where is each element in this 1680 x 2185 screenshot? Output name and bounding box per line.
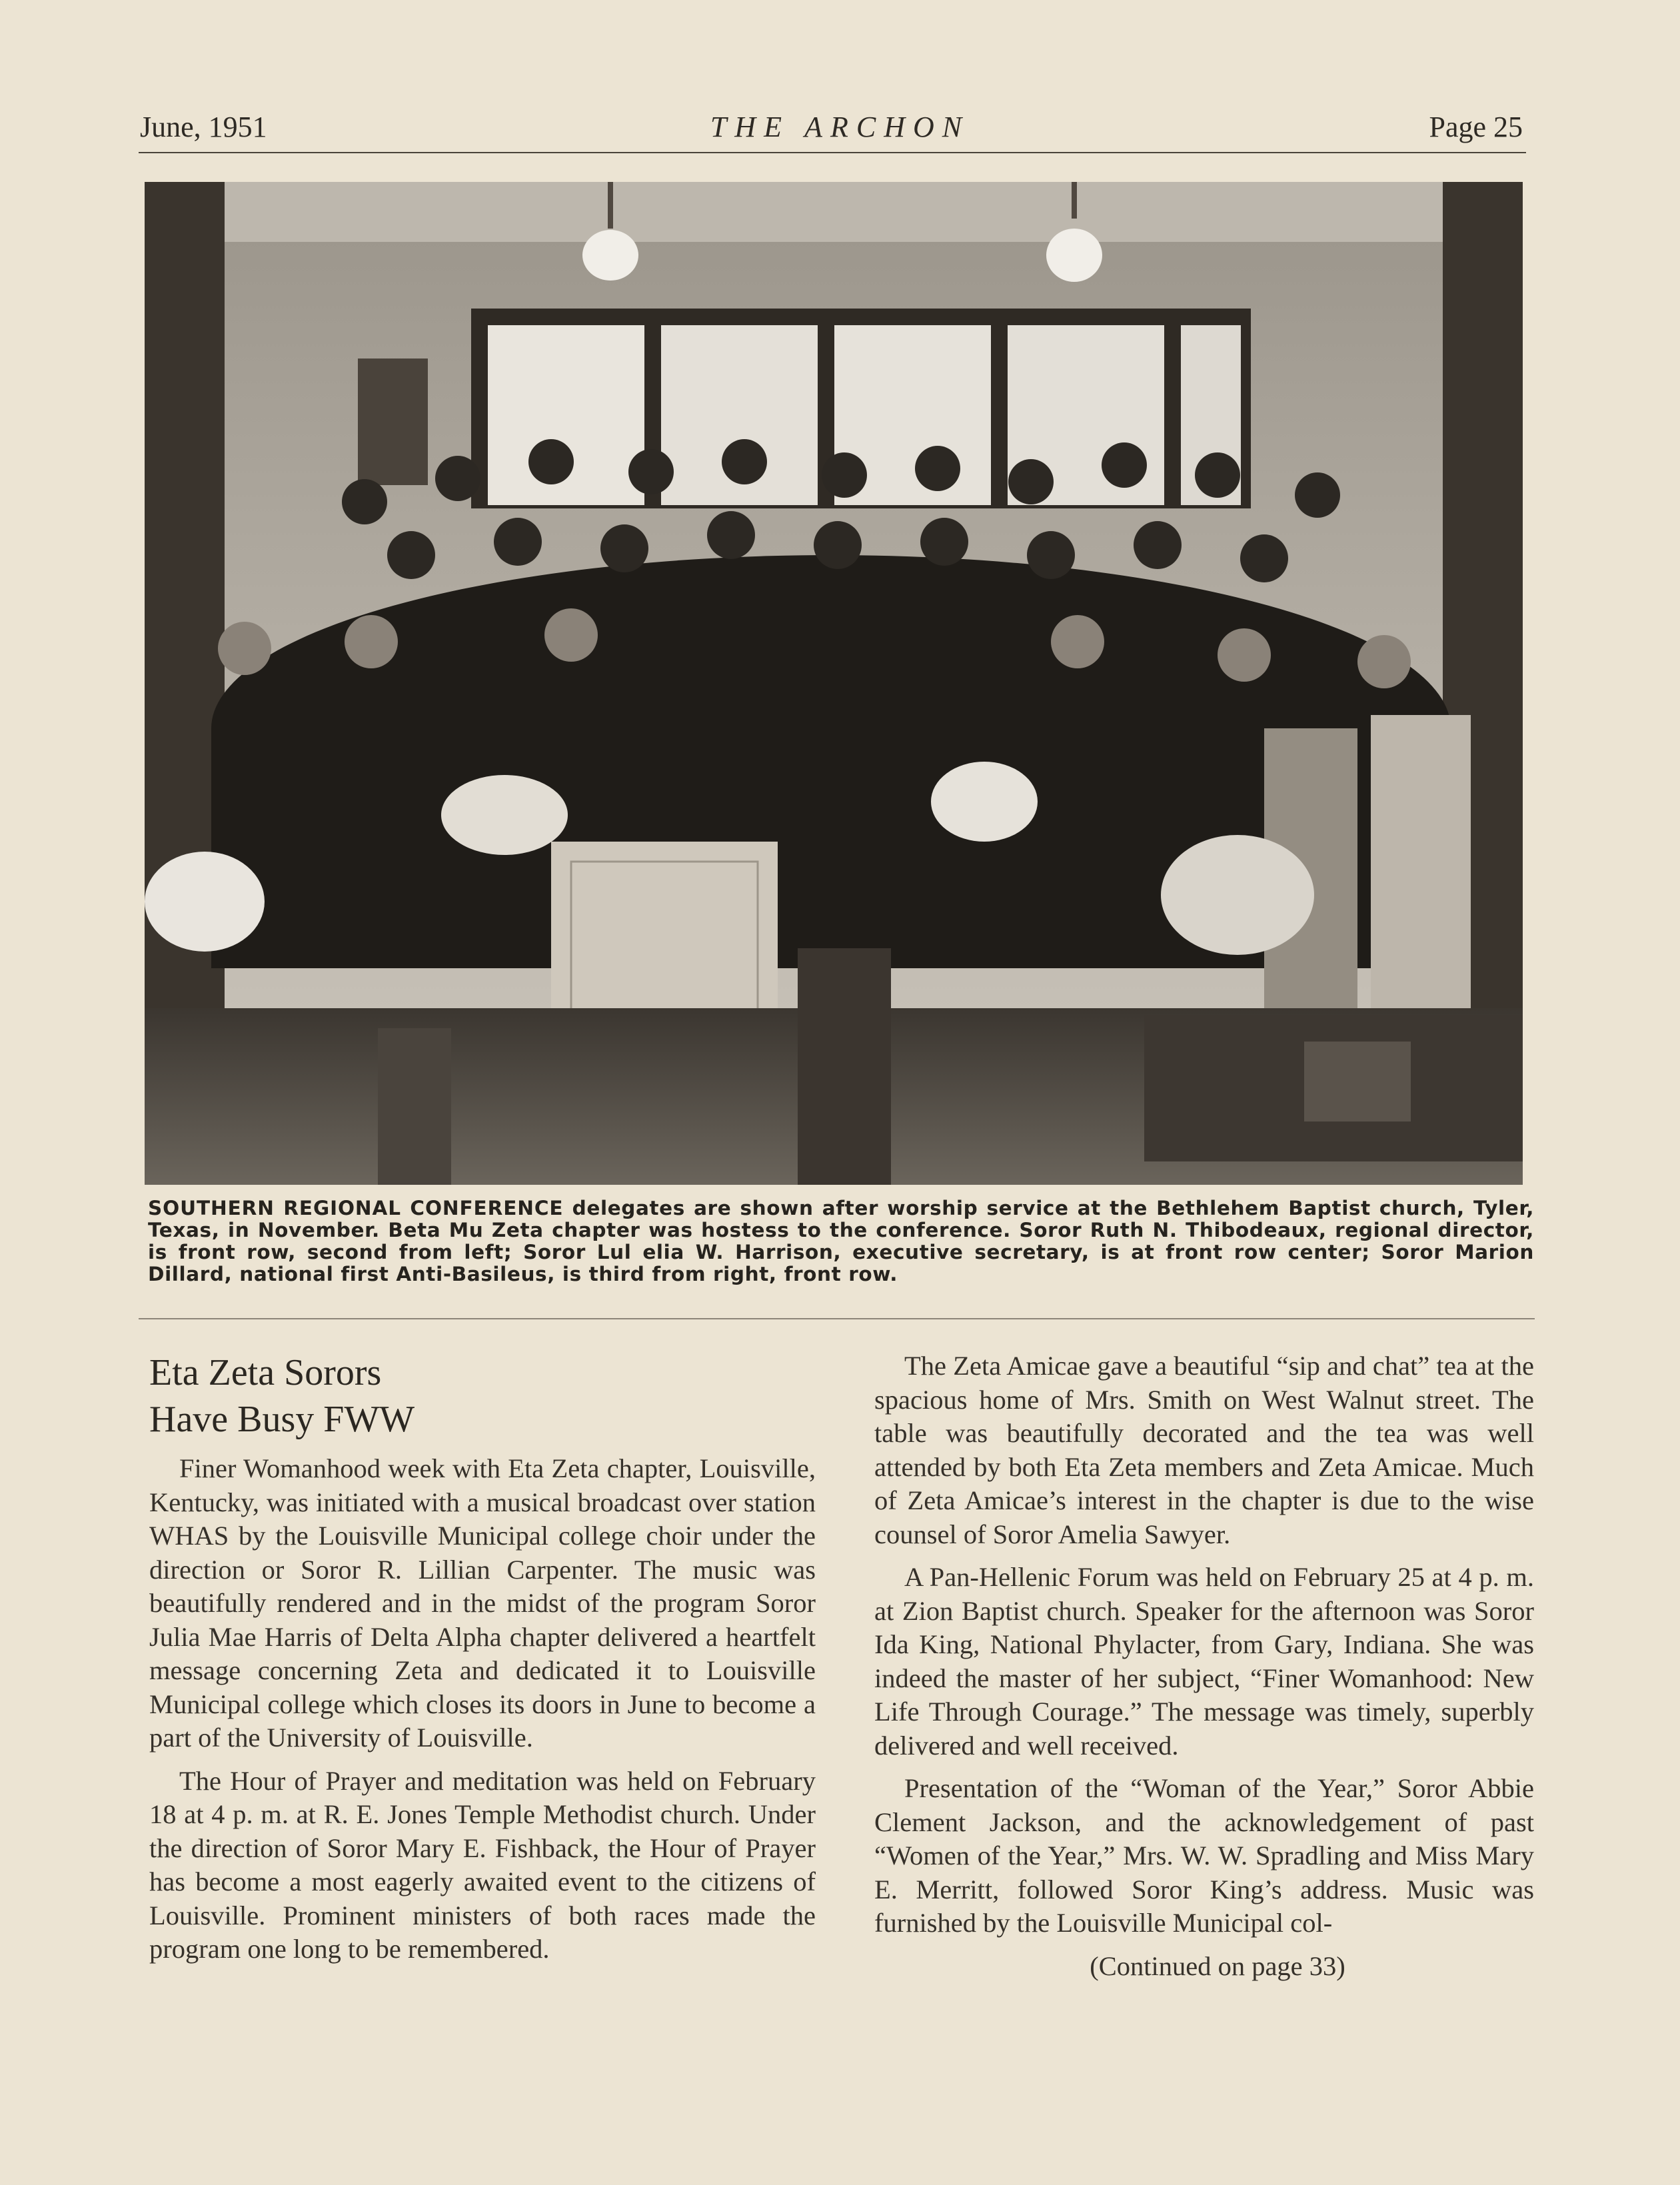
group-photograph-icon xyxy=(145,182,1523,1185)
article-column-left xyxy=(149,1349,816,1976)
caption-lead: SOUTHERN REGIONAL CONFERENCE xyxy=(148,1197,564,1219)
caption-text: delegates are shown after worship service at the Bethlehem Baptist church, Tyler, Texas, in November. Beta Mu Zeta chapter was hostess to the conference. Soror Ruth N. Thibodeaux, regional director, is front row, second from left; Soror Lul elia W. Harrison, executive secretary, is at front row center; Soror Marion Dillard, national first Anti-Basileus, is third from right, front row. xyxy=(148,1197,1534,1285)
group-photograph xyxy=(145,182,1523,1185)
headline-line-2: Have Busy FWW xyxy=(149,1399,415,1440)
header-rule xyxy=(139,152,1526,153)
article-headline xyxy=(149,1349,816,1443)
photo-caption xyxy=(148,1197,1534,1285)
publication-title: THE ARCHON xyxy=(710,111,970,143)
article-paragraph: A Pan-Hellenic Forum was held on February 25 at 4 p. m. at Zion Baptist church. Speaker for the afternoon was Soror Ida King, National Phylacter, from Gary, Indiana. She was indeed the master of her subject, “Finer Womanhood: New Life Through Courage.” The message was timely, superbly delivered and well received. xyxy=(874,1562,1534,1761)
article-paragraph: The Zeta Amicae gave a beautiful “sip and chat” tea at the spacious home of Mrs. Smith on West Walnut street. The table was beautifully decorated and the tea was well attended by both Eta Zeta members and Zeta Amicae. Much of Zeta Amicae’s interest in the chapter is due to the wise counsel of Soror Amelia Sawyer. xyxy=(874,1351,1534,1549)
continued-note: (Continued on page 33) xyxy=(1090,1950,1345,1981)
article-paragraph: Presentation of the “Woman of the Year,” Soror Abbie Clement Jackson, and the acknowledgement of past “Women of the Year,” Mrs. W. W. Spradling and Miss Mary E. Merritt, followed Soror King’s address. Music was furnished by the Louisville Municipal col- xyxy=(874,1773,1534,1938)
section-rule xyxy=(139,1318,1535,1319)
page-number: Page 25 xyxy=(1429,111,1523,143)
article-paragraph: Finer Womanhood week with Eta Zeta chapter, Louisville, Kentucky, was initiated with a musical broadcast over station WHAS by the Louisville Municipal college choir under the direction or Soror R. Lillian Carpenter. The music was beautifully rendered and in the midst of the program Soror Julia Mae Harris of Delta Alpha chapter delivered a heartfelt message concerning Zeta and dedicated it to Louisville Municipal college which closes its doors in June to become a part of the University of Louisville. xyxy=(149,1453,816,1753)
article-paragraph: The Hour of Prayer and meditation was held on February 18 at 4 p. m. at R. E. Jones Temple Methodist church. Under the direction of Soror Mary E. Fishback, the Hour of Prayer has become a most eagerly awaited event to the citizens of Louisville. Prominent ministers of both races made the program one long to be remembered. xyxy=(149,1765,816,1964)
article-column-right xyxy=(874,1349,1534,1983)
issue-date: June, 1951 xyxy=(140,111,267,143)
headline-line-1: Eta Zeta Sorors xyxy=(149,1352,382,1393)
